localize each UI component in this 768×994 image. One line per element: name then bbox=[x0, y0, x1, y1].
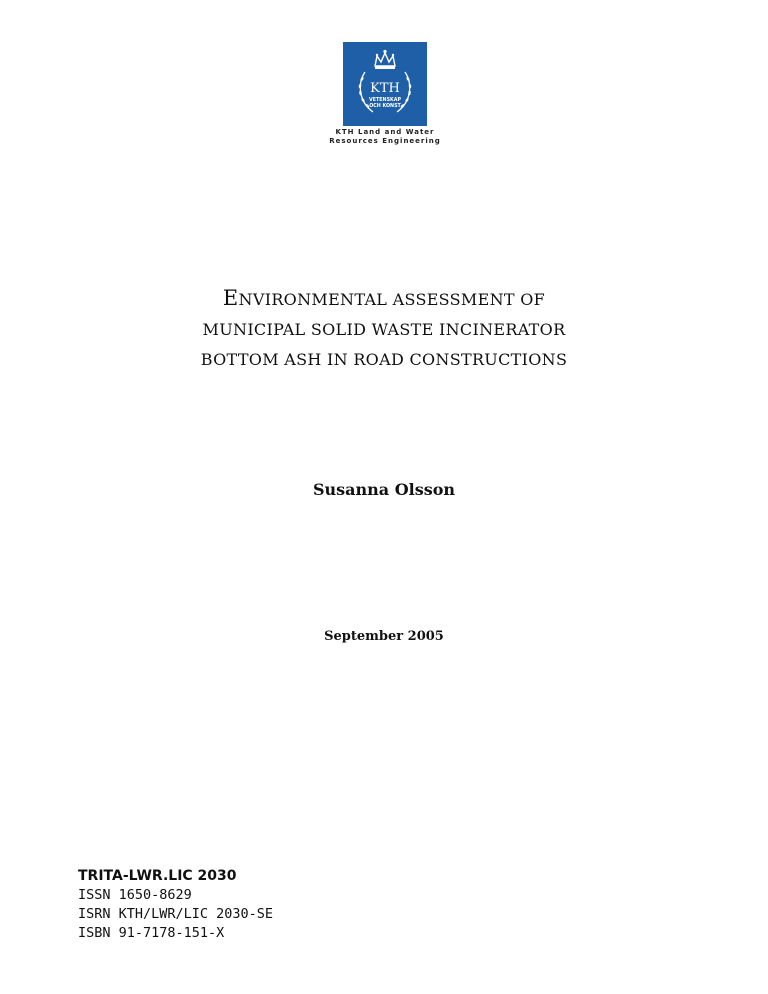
thesis-title bbox=[0, 283, 768, 375]
logo-motto-line1: VETENSKAP bbox=[369, 98, 401, 103]
logo-wordmark: KTH bbox=[370, 81, 400, 96]
department-caption-line1: KTH Land and Water bbox=[335, 128, 435, 136]
title-line1 bbox=[0, 283, 768, 315]
publication-date: September 2005 bbox=[324, 629, 444, 644]
title-line2: MUNICIPAL SOLID WASTE INCINERATOR bbox=[202, 320, 566, 339]
department-caption bbox=[300, 128, 470, 146]
series-code: TRITA-LWR.LIC 2030 bbox=[78, 868, 237, 884]
kth-logo bbox=[343, 42, 427, 126]
issn: ISSN 1650-8629 bbox=[78, 887, 192, 903]
department-caption-line2: Resources Engineering bbox=[329, 137, 441, 145]
isbn: ISBN 91-7178-151-X bbox=[78, 925, 225, 941]
isrn: ISRN KTH/LWR/LIC 2030-SE bbox=[78, 906, 274, 922]
crown-wreath-emblem-icon bbox=[343, 42, 427, 126]
author-name: Susanna Olsson bbox=[312, 480, 456, 499]
title-drop-letter: E bbox=[222, 286, 239, 310]
title-line1-rest: NVIRONMENTAL ASSESSMENT OF bbox=[238, 290, 546, 309]
series-info bbox=[78, 867, 273, 943]
title-line3: BOTTOM ASH IN ROAD CONSTRUCTIONS bbox=[200, 350, 568, 369]
logo-motto-line2: OCH KONST bbox=[369, 104, 401, 109]
